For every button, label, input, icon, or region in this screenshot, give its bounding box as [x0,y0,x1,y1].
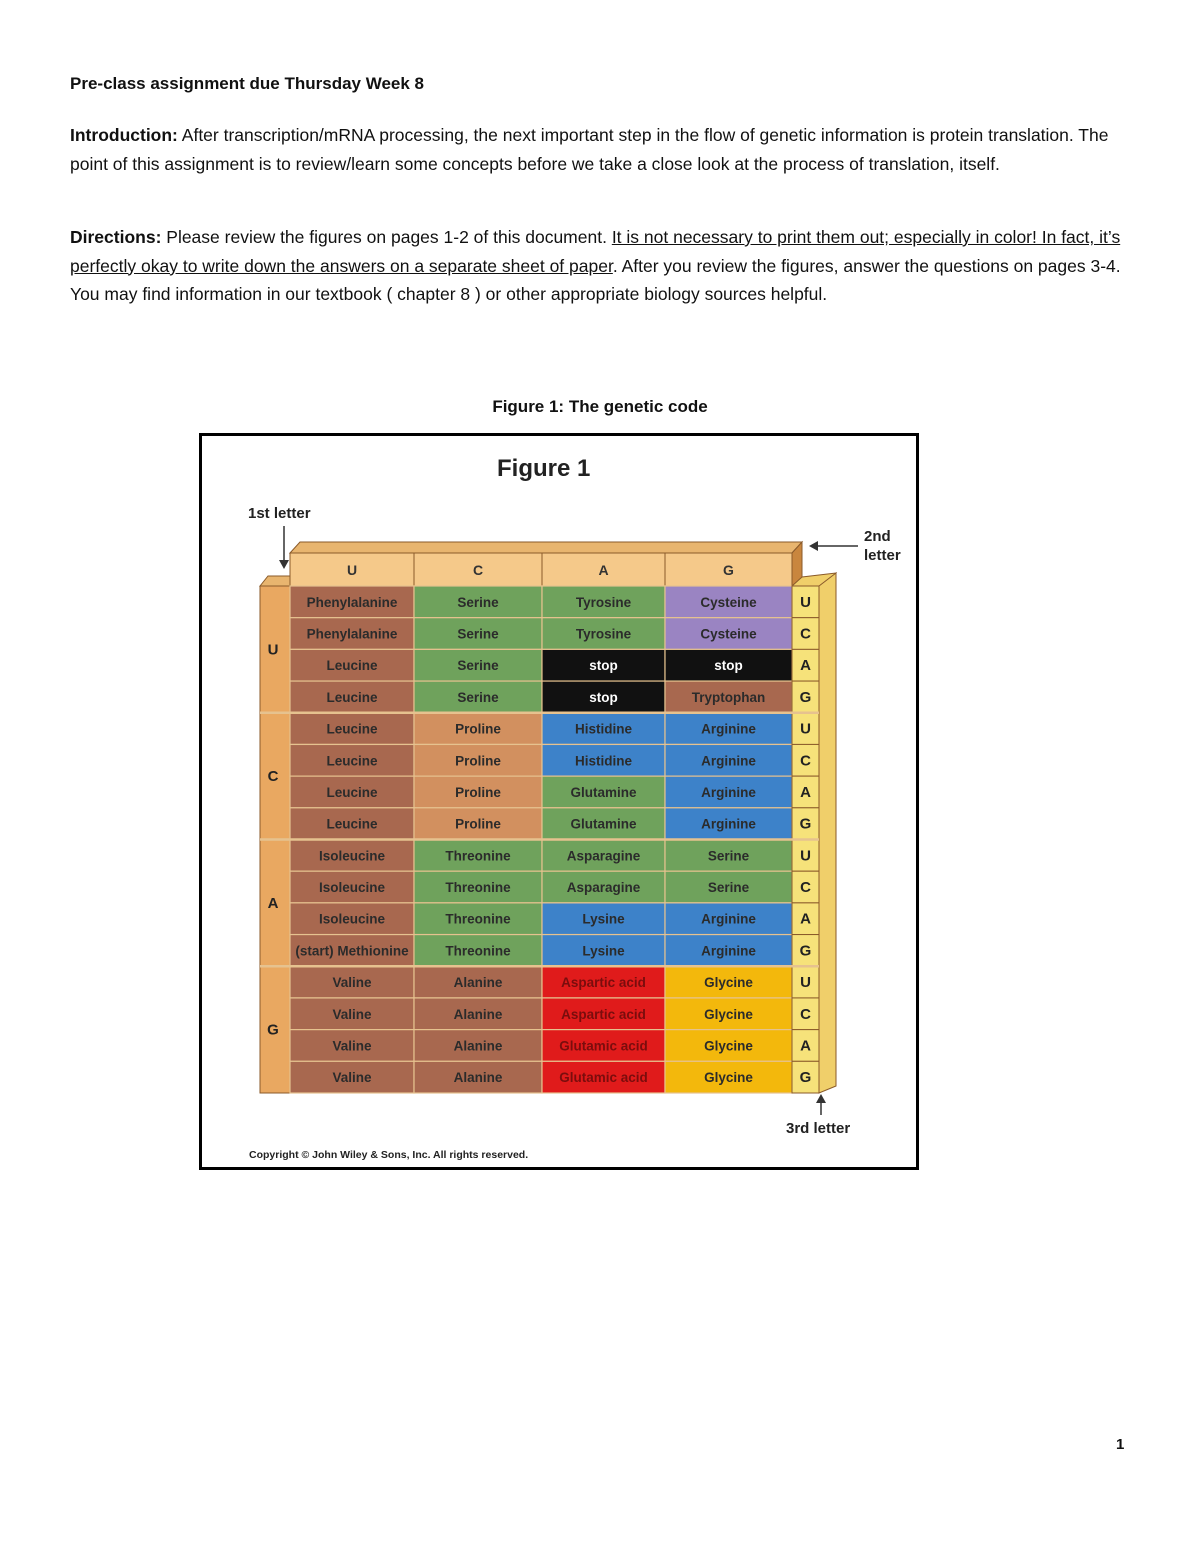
header-band-top-face [290,542,802,553]
amino-acid-label: Isoleucine [318,880,386,896]
amino-acid-label: Threonine [445,943,511,959]
amino-acid-label: Glycine [704,975,753,991]
amino-acid-label: Cysteine [700,594,757,610]
amino-acid-label: Glutamine [570,816,637,832]
amino-acid-label: Aspartic acid [561,975,646,991]
second-letter-header-c: C [472,562,484,578]
amino-acid-label: Arginine [701,721,756,737]
amino-acid-label: Asparagine [566,880,641,896]
amino-acid-label: Leucine [326,689,378,705]
amino-acid-label: Serine [457,689,499,705]
amino-acid-label: Serine [457,626,499,642]
amino-acid-label: Leucine [326,658,378,674]
third-letter-c: C [800,625,811,643]
amino-acid-label: (start) Methionine [295,943,409,959]
third-letter-u: U [800,720,811,738]
third-letter-a: A [800,910,811,928]
amino-acid-label: Isoleucine [318,848,386,864]
amino-acid-label: Arginine [701,943,756,959]
amino-acid-label: Glutamic acid [559,1070,648,1086]
amino-acid-label: Threonine [445,880,511,896]
amino-acid-label: Histidine [574,753,633,769]
amino-acid-label: Valine [332,1006,372,1022]
third-letter-a: A [800,657,811,675]
directions-text-2: . After you review the figures, answer the questions on pages 3-4. You may find information in our textbook ( chapter 8 ) or other appropriate biology sources helpful. [70,255,1121,304]
third-letter-label: 3rd letter [786,1120,851,1137]
third-letter-a: A [800,783,811,801]
third-letter-g: G [799,1069,812,1087]
first-letter-a: A [267,894,279,912]
amino-acid-label: Tyrosine [575,626,632,642]
first-letter-arrow-icon [279,526,289,569]
amino-acid-label: Glycine [704,1006,753,1022]
figure-caption: Figure 1: The genetic code [492,397,708,416]
figure-frame [199,433,919,1170]
second-letter-label-line1: 2nd [864,528,891,545]
first-letter-u: U [267,641,279,659]
amino-acid-label: Glutamine [570,784,637,800]
directions-paragraph [70,223,1135,309]
third-letter-arrow-icon [816,1094,826,1115]
amino-acid-label: Tryptophan [691,689,766,705]
first-letter-label: 1st letter [248,505,311,522]
left-band-top-face [260,576,290,586]
amino-acid-label: Serine [457,658,499,674]
directions-label: Directions: [70,227,162,247]
third-letter-g: G [799,688,812,706]
amino-acid-label: Alanine [453,975,503,991]
amino-acid-label: Glycine [704,1038,753,1054]
copyright-notice: Copyright © John Wiley & Sons, Inc. All rights reserved. [249,1149,529,1161]
amino-acid-label: stop [589,689,618,705]
third-letter-u: U [800,847,811,865]
directions-text-1: Please review the figures on pages 1-2 of this document. [161,227,612,247]
second-letter-header-u: U [346,562,358,578]
amino-acid-label: Proline [455,753,501,769]
codon-table [260,542,836,1093]
amino-acid-label: Proline [455,721,501,737]
second-letter-label-line2: letter [864,547,901,564]
amino-acid-label: Lysine [582,943,625,959]
amino-acid-label: Valine [332,975,372,991]
second-letter-arrow-icon [809,541,858,551]
third-letter-u: U [800,593,811,611]
third-letter-u: U [800,974,811,992]
amino-acid-label: Aspartic acid [561,1006,646,1022]
introduction-text: After transcription/mRNA processing, the next important step in the flow of genetic information is protein translation. The point of this assignment is to review/learn some concepts before we take a close look at the process of translation, itself. [70,125,1109,174]
document-title: Pre-class assignment due Thursday Week 8 [70,74,424,93]
amino-acid-label: stop [589,658,618,674]
introduction-label: Introduction: [70,125,178,145]
amino-acid-label: Alanine [453,1038,503,1054]
third-letter-g: G [799,942,812,960]
amino-acid-label: Arginine [701,753,756,769]
amino-acid-label: Lysine [582,911,625,927]
amino-acid-label: Arginine [701,784,756,800]
directions-underlined-text: It is not necessary to print them out; especially in color! In fact, it’s perfectly okay to write down the answers on a separate sheet of paper [70,227,1121,276]
genetic-code-figure [202,436,916,1167]
amino-acid-label: Valine [332,1038,372,1054]
page-number: 1 [1116,1436,1125,1453]
amino-acid-label: Threonine [445,848,511,864]
amino-acid-label: Isoleucine [318,911,386,927]
amino-acid-label: Cysteine [700,626,757,642]
first-letter-g: G [267,1021,279,1039]
amino-acid-label: Serine [707,848,750,864]
figure-title: Figure 1 [497,455,591,482]
amino-acid-label: Tyrosine [575,594,632,610]
amino-acid-label: Glutamic acid [559,1038,648,1054]
amino-acid-label: Serine [457,594,499,610]
amino-acid-label: Proline [455,784,501,800]
amino-acid-label: Alanine [453,1006,503,1022]
amino-acid-label: Leucine [326,753,378,769]
amino-acid-label: Alanine [453,1070,503,1086]
amino-acid-label: Arginine [701,816,756,832]
first-letter-c: C [267,768,279,786]
second-letter-header-a: A [598,562,609,578]
amino-acid-label: Valine [332,1070,372,1086]
amino-acid-label: Threonine [445,911,511,927]
amino-acid-label: stop [714,658,743,674]
amino-acid-label: Leucine [326,784,378,800]
third-letter-g: G [799,815,812,833]
amino-acid-label: Phenylalanine [306,594,398,610]
amino-acid-label: Leucine [326,816,378,832]
amino-acid-label: Arginine [701,911,756,927]
amino-acid-label: Proline [455,816,501,832]
amino-acid-label: Asparagine [566,848,641,864]
second-letter-header-g: G [723,562,734,578]
amino-acid-label: Glycine [704,1070,753,1086]
amino-acid-label: Serine [707,880,750,896]
amino-acid-label: Leucine [326,721,378,737]
amino-acid-label: Histidine [574,721,633,737]
right-band-side-face [819,573,836,1093]
third-letter-c: C [800,879,811,897]
third-letter-c: C [800,752,811,770]
third-letter-c: C [800,1005,811,1023]
amino-acid-label: Phenylalanine [306,626,398,642]
introduction-paragraph [70,121,1135,178]
third-letter-a: A [800,1037,811,1055]
